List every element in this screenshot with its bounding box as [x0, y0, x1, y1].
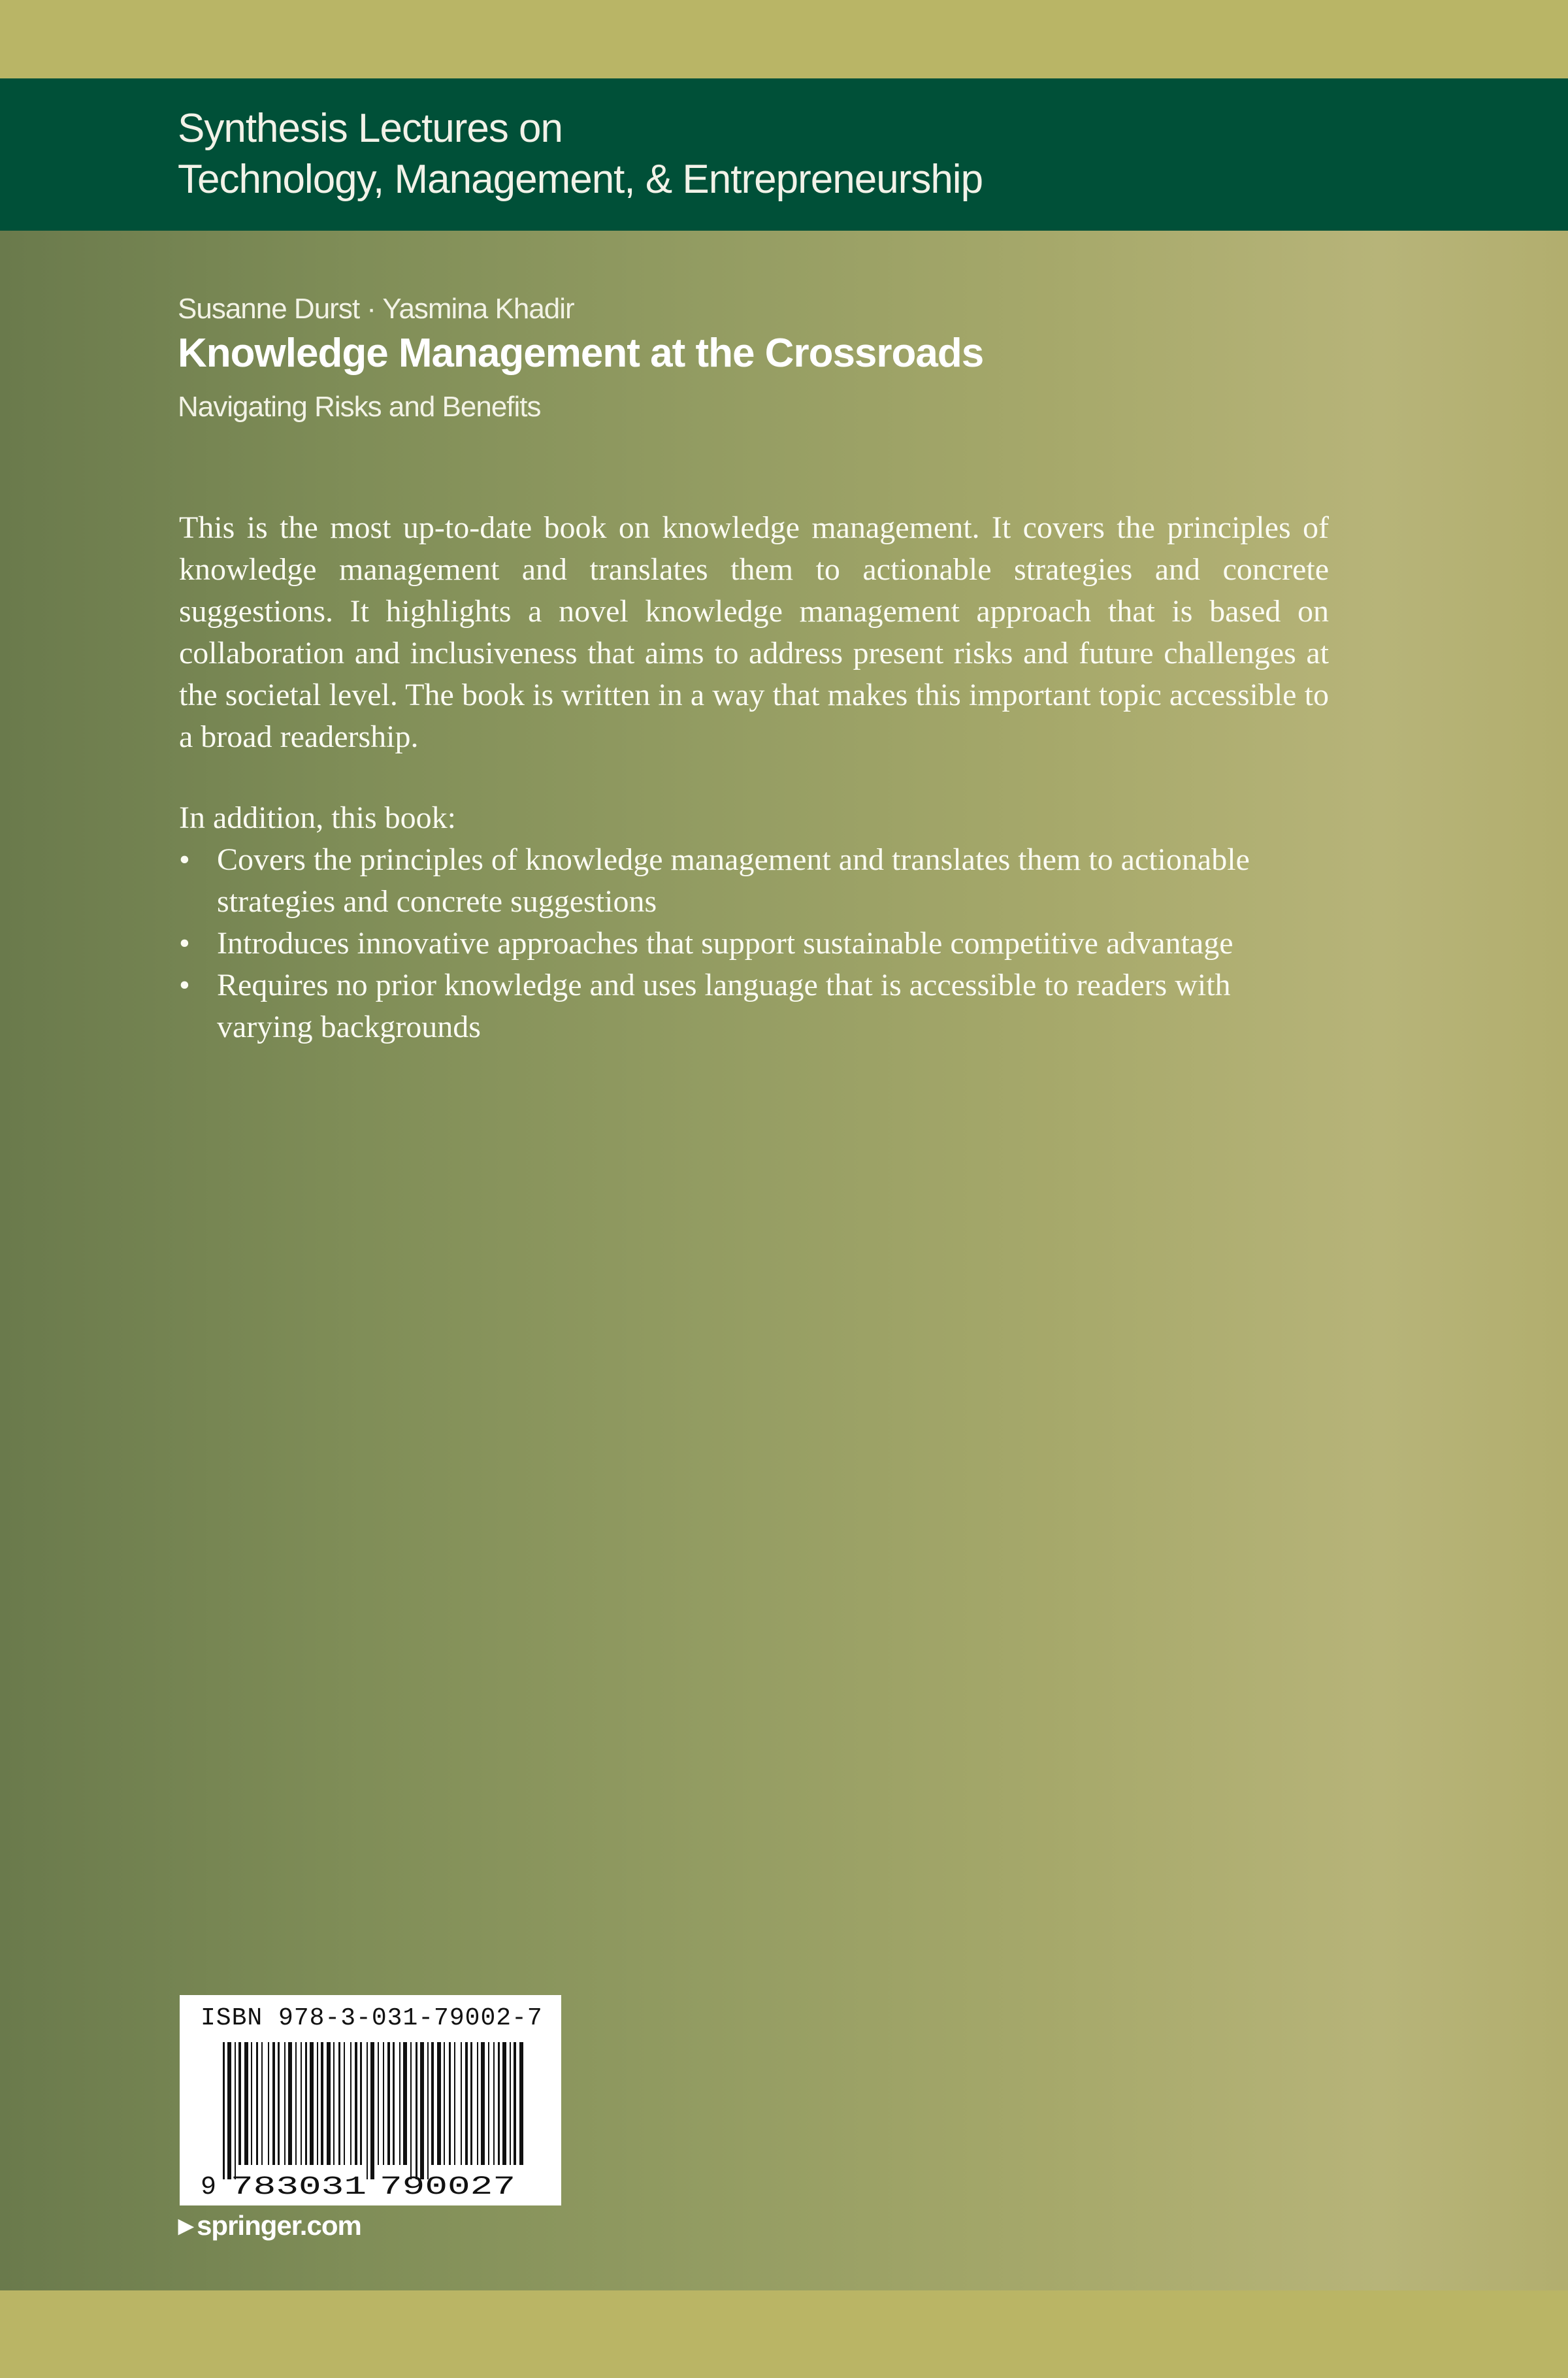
blurb-paragraph: This is the most up-to-date book on knowledge management. It covers the principles of knowledge management and translates them to actionable strategies and concrete suggestions. It highlights a novel knowledge management approach that is based on collaboration and inclusiveness that aims to address present risks and future challenges at the societal level. The book is written in a way that makes this important topic accessible to a broad readership.: [179, 510, 1329, 754]
publisher-url: springer.com: [197, 2210, 361, 2241]
barcode-bar: [227, 2042, 231, 2179]
barcode-bar: [278, 2042, 280, 2165]
barcode-bar: [333, 2042, 335, 2165]
barcode-bar: [295, 2042, 297, 2165]
barcode-bar: [399, 2042, 400, 2165]
barcode-bar: [235, 2042, 236, 2179]
barcode-bar: [370, 2042, 374, 2179]
barcode-bar: [502, 2042, 506, 2165]
barcode-bar: [420, 2042, 424, 2179]
play-arrow-icon: ▶: [178, 2215, 193, 2237]
barcode-bar: [272, 2042, 275, 2165]
barcode-bar: [427, 2042, 429, 2179]
barcode-bar: [383, 2042, 384, 2165]
bullet-icon: •: [179, 968, 190, 1002]
book-subtitle: Navigating Risks and Benefits: [178, 391, 541, 423]
list-item: [179, 965, 1303, 1048]
barcode-bar: [416, 2042, 417, 2179]
barcode-bar: [444, 2042, 445, 2165]
barcode-bar: [510, 2042, 511, 2165]
barcode-bar: [378, 2042, 379, 2165]
barcode-bar: [387, 2042, 390, 2165]
barcode-bar: [355, 2042, 357, 2165]
list-item-text: Introduces innovative approaches that support sustainable competitive advantage: [217, 926, 1233, 961]
barcode-digit-first: 9: [201, 2173, 217, 2199]
barcode: [199, 2042, 542, 2199]
bullet-icon: •: [179, 926, 190, 961]
bottom-band: [0, 2290, 1568, 2378]
barcode-bar: [301, 2042, 302, 2165]
barcode-bar: [403, 2042, 407, 2165]
barcode-bar: [519, 2042, 523, 2165]
barcode-bar: [268, 2042, 269, 2165]
list-item-text: Covers the principles of knowledge management and translates them to actionable strategies and concrete suggestions: [217, 842, 1250, 919]
barcode-bar: [360, 2042, 362, 2165]
barcode-bar: [238, 2042, 241, 2165]
barcode-bar: [514, 2042, 516, 2165]
top-band: [0, 0, 1568, 78]
barcode-bar: [477, 2042, 478, 2165]
barcode-bar: [284, 2042, 286, 2165]
series-title-line-2: Technology, Management, & Entrepreneurship: [178, 157, 983, 202]
barcode-bar: [310, 2042, 314, 2165]
barcode-bar: [481, 2042, 485, 2165]
barcode-bar: [431, 2042, 434, 2165]
barcode-bar: [470, 2042, 472, 2165]
barcode-bar: [488, 2042, 489, 2165]
barcode-bar: [350, 2042, 351, 2165]
isbn-barcode-box: [180, 1995, 561, 2205]
features-list: [179, 839, 1303, 1048]
barcode-bar: [454, 2042, 455, 2165]
list-item-text: Requires no prior knowledge and uses language that is accessible to readers with varying backgrounds: [217, 968, 1231, 1044]
barcode-bar: [251, 2042, 252, 2165]
list-item: [179, 923, 1303, 965]
series-title: [178, 103, 1288, 205]
barcode-digits-left: 783031: [231, 2173, 367, 2199]
barcode-bar: [244, 2042, 248, 2165]
publisher-link[interactable]: [178, 2210, 361, 2241]
barcode-bar: [449, 2042, 451, 2165]
barcode-bar: [344, 2042, 345, 2165]
barcode-bar: [437, 2042, 441, 2165]
barcode-bar: [223, 2042, 225, 2179]
barcode-bar: [261, 2042, 263, 2165]
features-intro: In addition, this book:: [179, 801, 456, 835]
barcode-bar: [461, 2042, 462, 2165]
barcode-digits-right: 790027: [380, 2173, 515, 2199]
barcode-bar: [493, 2042, 495, 2165]
book-title: Knowledge Management at the Crossroads: [178, 331, 984, 376]
barcode-bar: [317, 2042, 318, 2165]
barcode-bar: [338, 2042, 340, 2165]
bullet-icon: •: [179, 842, 190, 877]
list-item: [179, 839, 1303, 923]
isbn-label: ISBN 978-3-031-79002-7: [201, 2004, 543, 2032]
barcode-bar: [410, 2042, 412, 2179]
barcode-bar: [256, 2042, 258, 2165]
barcode-bar: [327, 2042, 331, 2165]
barcode-bar: [305, 2042, 307, 2165]
barcode-bars: [223, 2042, 523, 2179]
barcode-bar: [498, 2042, 500, 2165]
barcode-bar: [465, 2042, 468, 2165]
series-title-line-1: Synthesis Lectures on: [178, 106, 563, 151]
barcode-bar: [288, 2042, 292, 2165]
barcode-bar: [321, 2042, 323, 2165]
authors: Susanne Durst · Yasmina Khadir: [178, 293, 574, 325]
barcode-bar: [393, 2042, 395, 2165]
barcode-bar: [367, 2042, 368, 2179]
